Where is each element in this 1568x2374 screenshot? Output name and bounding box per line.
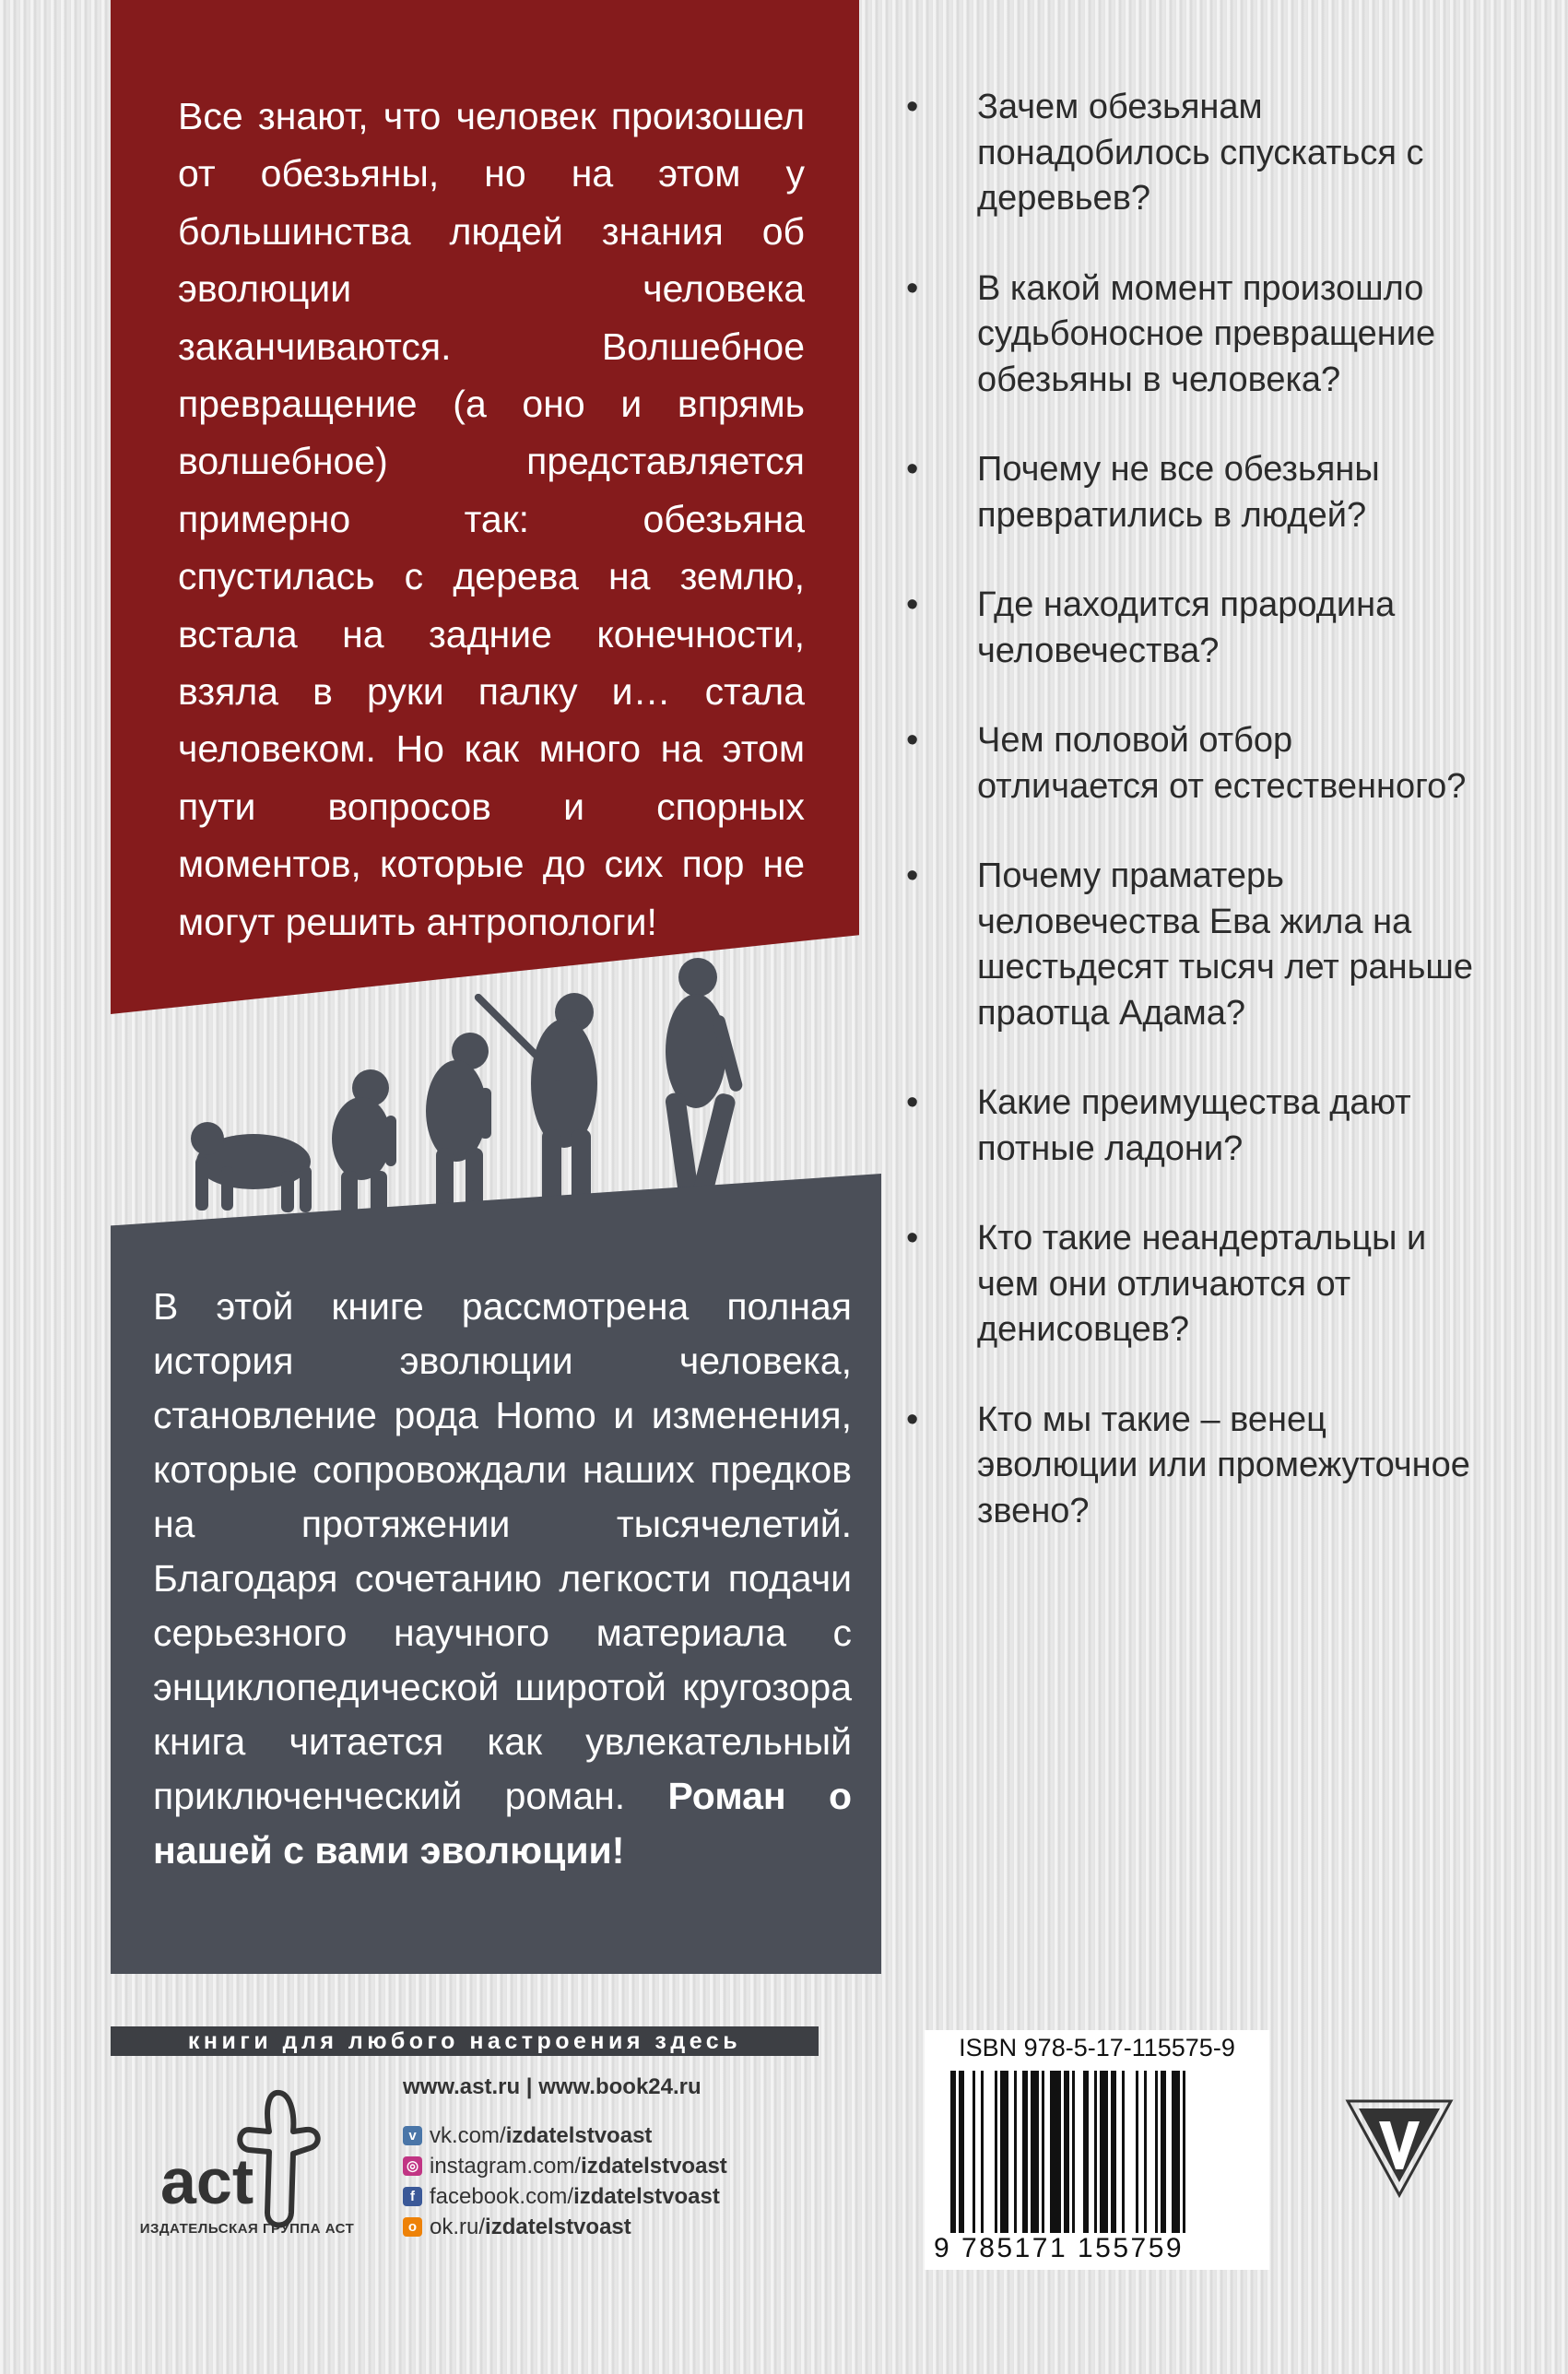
tagline-bar: книги для любого настроения здесь [111,2026,819,2056]
social-prefix: instagram.com/ [430,2154,582,2179]
barcode-bar [1172,2071,1180,2233]
social-link-facebook[interactable] [403,2181,727,2212]
barcode-bar [1022,2071,1028,2233]
bullet: • [906,1083,919,1122]
question-item [906,266,1478,404]
social-prefix: vk.com/ [430,2123,506,2148]
bullet: • [906,721,919,760]
barcode-digits: 9 785171 155759 [934,2233,1185,2263]
question-text: Почему праматерь человечества Ева жила на шестьдесят тысяч лет раньше праотца Адама? [977,856,1473,1033]
social-handle: izdatelstvoast [485,2215,631,2239]
questions-list [906,85,1478,1578]
question-text: Зачем обезьянам понадобилось спускаться с деревьев? [977,88,1424,218]
barcode-bar [1094,2071,1097,2233]
barcode-bar [1183,2071,1185,2233]
question-text: Какие преимущества дают потные ладони? [977,1083,1411,1168]
social-link-vk[interactable] [403,2120,727,2151]
question-item [906,1398,1478,1535]
social-prefix: facebook.com/ [430,2184,574,2209]
barcode-bar [1000,2071,1008,2233]
question-text: Кто мы такие – венец эволюции или промежуточное звено? [977,1400,1470,1530]
question-text: В какой момент произошло судьбоносное превращение обезьяны в человека? [977,268,1436,399]
question-text: Где находится прародина человечества? [977,585,1396,670]
barcode-bar [995,2071,997,2233]
book-description [153,1280,852,1878]
barcode-bar [973,2071,975,2233]
barcode-bar [1072,2071,1075,2233]
question-item [906,583,1478,674]
description-bold-text: Роман о нашей с вами эволюции! [153,1775,852,1872]
bullet: • [906,1400,919,1439]
age-rating-mark [1344,2097,1455,2199]
barcode-bar [959,2071,964,2233]
bullet: • [906,88,919,126]
barcode-bars [950,2071,1244,2233]
logo-text: act [160,2145,254,2217]
intro-paragraph: Все знают, что человек произошел от обезьяны, но на этом у большинства людей знания об эволюции человека заканчиваются. Волшебное превращение (а оно и впрямь волшебное) представляется примерно так: обезьяна спустилась с дерева на землю, встала на задние конечности, взяла в руки палку и… стала человеком. Но как много на этом пути вопросов и спорных моментов, которые до сих пор не могут решить антропологи! [178,95,805,943]
barcode-bar [1161,2071,1166,2233]
barcode [925,2030,1269,2270]
barcode-bar [1014,2071,1017,2233]
social-handle: izdatelstvoast [573,2184,720,2209]
social-link-ok[interactable] [403,2212,727,2242]
question-text: Почему не все обезьяны превратились в людей? [977,450,1380,535]
instagram-icon: ◎ [403,2156,422,2176]
isbn-text: ISBN 978-5-17-115575-9 [959,2034,1235,2061]
bullet: • [906,450,919,489]
barcode-bar [1122,2071,1125,2233]
question-text: Кто такие неандертальцы и чем они отличаются от денисовцев? [977,1219,1427,1349]
question-item [906,1081,1478,1172]
publisher-caption: ИЗДАТЕЛЬСКАЯ ГРУППА АСТ [139,2221,355,2237]
ast-logo [129,2074,360,2240]
barcode-bar [1155,2071,1158,2233]
barcode-bar [1050,2071,1061,2233]
question-item [906,85,1478,222]
barcode-bar [1144,2071,1147,2233]
social-prefix: ok.ru/ [430,2215,486,2239]
description-text: В этой книге рассмотрена полная история эволюции человека, становление рода Homo и изменения, которые сопровождали наших предков на протяжении тысячелетий. Благодаря сочетанию легкости подачи серьезного научного материала с энциклопедической широтой кругозора книга читается как увлекательный приключенческий роман. [153,1285,852,1817]
bullet: • [906,856,919,895]
barcode-bar [1064,2071,1069,2233]
barcode-bar [950,2071,956,2233]
social-handle: izdatelstvoast [505,2123,653,2148]
question-item [906,447,1478,538]
bullet: • [906,1219,919,1258]
bullet: • [906,268,919,308]
barcode-bar [1111,2071,1116,2233]
websites-link[interactable]: www.ast.ru | www.book24.ru [403,2074,701,2099]
barcode-bar [981,2071,984,2233]
facebook-icon: f [403,2187,422,2206]
bullet: • [906,585,919,624]
barcode-bar [1031,2071,1039,2233]
ok-icon: o [403,2217,422,2237]
barcode-bar [1042,2071,1044,2233]
question-item [906,718,1478,809]
question-item [906,854,1478,1036]
social-link-instagram[interactable] [403,2151,727,2181]
vk-icon: v [403,2126,422,2145]
barcode-bar [1083,2071,1089,2233]
barcode-bar [1136,2071,1138,2233]
social-handle: izdatelstvoast [581,2154,727,2179]
question-item [906,1216,1478,1353]
question-text: Чем половой отбор отличается от естественного? [977,721,1467,806]
publisher-links [403,2074,727,2242]
barcode-bar [1100,2071,1108,2233]
